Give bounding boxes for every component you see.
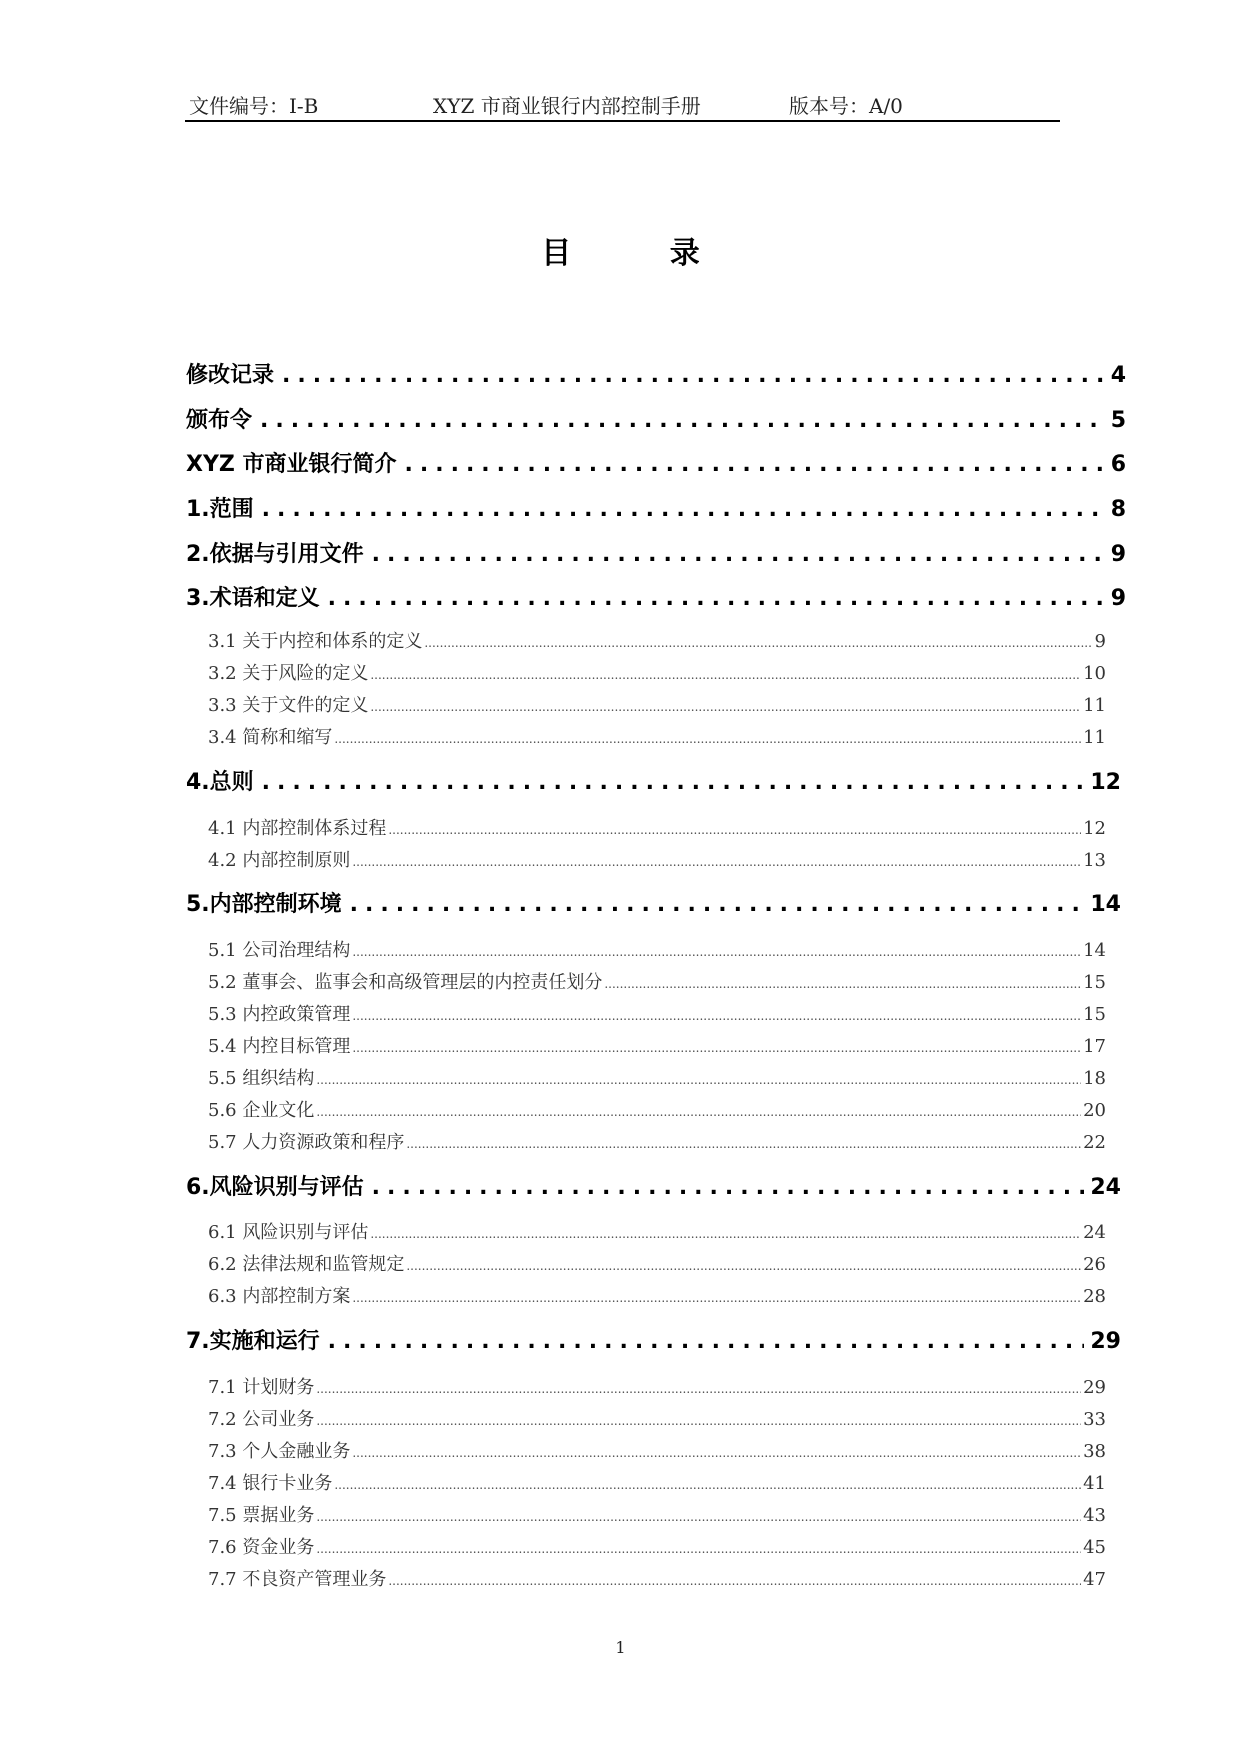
toc-entry-label: 7.1 计划财务 <box>208 1377 315 1398</box>
toc-leader <box>352 1291 1081 1305</box>
toc-leader <box>604 977 1081 991</box>
toc-leader <box>262 497 1105 522</box>
toc-leader <box>370 1227 1081 1241</box>
toc-entry-page: 29 <box>1090 1329 1121 1354</box>
toc-leader <box>334 1478 1081 1492</box>
toc-entry-label: 修改记录 <box>186 363 275 388</box>
toc-entry-page: 8 <box>1110 497 1126 522</box>
toc-leader <box>316 1414 1081 1428</box>
toc-entry-label: 3.术语和定义 <box>186 586 320 611</box>
toc-entry-label: 4.2 内部控制原则 <box>208 850 351 871</box>
toc-entry-page: 9 <box>1094 631 1106 652</box>
toc-entry-label: 7.3 个人金融业务 <box>208 1441 351 1462</box>
toc-entry-page: 43 <box>1083 1505 1106 1526</box>
toc-entry-risk-assessment[interactable] <box>186 1170 1121 1200</box>
toc-entry-label: 3.3 关于文件的定义 <box>208 695 369 716</box>
toc-entry-label: 7.6 资金业务 <box>208 1537 315 1558</box>
toc-subentry[interactable] <box>208 1000 1106 1024</box>
toc-subentry[interactable] <box>208 659 1106 683</box>
toc-leader <box>370 700 1081 714</box>
toc-entry-label: 4.总则 <box>186 770 254 795</box>
toc-leader <box>352 1009 1081 1023</box>
toc-subentry[interactable] <box>208 723 1106 747</box>
toc-entry-revision-record[interactable] <box>186 358 1126 388</box>
toc-subentry[interactable] <box>208 846 1106 870</box>
toc-leader <box>388 1574 1081 1588</box>
toc-leader <box>372 1175 1085 1200</box>
toc-entry-page: 15 <box>1083 972 1106 993</box>
toc-entry-page: 9 <box>1110 542 1126 567</box>
toc-entry-page: 14 <box>1090 892 1121 917</box>
toc-leader <box>352 1041 1081 1055</box>
toc-subentry[interactable] <box>208 1250 1106 1274</box>
toc-subentry[interactable] <box>208 814 1106 838</box>
doc-version: 版本号：A/0 <box>789 94 903 118</box>
page-header <box>185 88 1060 122</box>
toc-entry-label: 4.1 内部控制体系过程 <box>208 818 387 839</box>
toc-leader <box>316 1382 1081 1396</box>
toc-leader <box>352 945 1081 959</box>
toc-subentry[interactable] <box>208 1128 1106 1152</box>
toc-entry-label: 2.依据与引用文件 <box>186 542 364 567</box>
toc-leader <box>406 1259 1081 1273</box>
toc-subentry[interactable] <box>208 1565 1106 1589</box>
toc-entry-label: 5.2 董事会、监事会和高级管理层的内控责任划分 <box>208 972 603 993</box>
toc-entry-page: 15 <box>1083 1004 1106 1025</box>
toc-subentry[interactable] <box>208 1218 1106 1242</box>
toc-entry-page: 47 <box>1083 1569 1106 1590</box>
toc-entry-page: 5 <box>1110 408 1126 433</box>
toc-leader <box>316 1510 1081 1524</box>
toc-entry-page: 41 <box>1083 1473 1106 1494</box>
toc-leader <box>316 1542 1081 1556</box>
toc-entry-promulgation[interactable] <box>186 403 1126 433</box>
toc-entry-page: 28 <box>1083 1286 1106 1307</box>
toc-entry-page: 10 <box>1083 663 1106 684</box>
toc-entry-label: 3.2 关于风险的定义 <box>208 663 369 684</box>
toc-entry-scope[interactable] <box>186 492 1126 522</box>
toc-entry-page: 24 <box>1083 1222 1106 1243</box>
toc-entry-control-environment[interactable] <box>186 887 1121 917</box>
toc-entry-page: 22 <box>1083 1132 1106 1153</box>
doc-title: XYZ 市商业银行内部控制手册 <box>433 94 701 118</box>
toc-subentry[interactable] <box>208 1032 1106 1056</box>
toc-entry-page: 26 <box>1083 1254 1106 1275</box>
toc-leader <box>372 542 1105 567</box>
toc-entry-label: XYZ 市商业银行简介 <box>186 452 397 477</box>
toc-subentry[interactable] <box>208 1437 1106 1461</box>
toc-entry-label: 5.内部控制环境 <box>186 892 342 917</box>
toc-entry-general[interactable] <box>186 765 1121 795</box>
toc-entry-page: 20 <box>1083 1100 1106 1121</box>
toc-entry-label: 6.3 内部控制方案 <box>208 1286 351 1307</box>
toc-subentry[interactable] <box>208 1533 1106 1557</box>
toc-entry-page: 17 <box>1083 1036 1106 1057</box>
toc-subentry[interactable] <box>208 691 1106 715</box>
toc-entry-label: 7.4 银行卡业务 <box>208 1473 333 1494</box>
toc-entry-references[interactable] <box>186 537 1126 567</box>
toc-entry-label: 5.5 组织结构 <box>208 1068 315 1089</box>
toc-entry-label: 6.风险识别与评估 <box>186 1175 364 1200</box>
toc-leader <box>262 770 1085 795</box>
toc-subentry[interactable] <box>208 1469 1106 1493</box>
toc-subentry[interactable] <box>208 1096 1106 1120</box>
toc-entry-label: 6.1 风险识别与评估 <box>208 1222 369 1243</box>
toc-leader <box>388 823 1081 837</box>
toc-entry-label: 7.实施和运行 <box>186 1329 320 1354</box>
toc-subentry[interactable] <box>208 1282 1106 1306</box>
toc-entry-label: 1.范围 <box>186 497 254 522</box>
toc-subentry[interactable] <box>208 1501 1106 1525</box>
toc-entry-page: 33 <box>1083 1409 1106 1430</box>
toc-leader <box>316 1073 1081 1087</box>
toc-title: 目 录 <box>541 236 744 271</box>
toc-leader <box>350 892 1085 917</box>
page-number: 1 <box>615 1638 626 1657</box>
toc-entry-label: 7.2 公司业务 <box>208 1409 315 1430</box>
toc-entry-label: 7.7 不良资产管理业务 <box>208 1569 387 1590</box>
toc-subentry[interactable] <box>208 968 1106 992</box>
toc-entry-page: 11 <box>1083 695 1106 716</box>
toc-entry-page: 29 <box>1083 1377 1106 1398</box>
toc-subentry[interactable] <box>208 1373 1106 1397</box>
toc-entry-terms[interactable] <box>186 581 1126 611</box>
toc-entry-label: 3.1 关于内控和体系的定义 <box>208 631 423 652</box>
toc-entry-label: 5.7 人力资源政策和程序 <box>208 1132 405 1153</box>
toc-entry-implementation[interactable] <box>186 1324 1121 1354</box>
toc-leader <box>334 732 1081 746</box>
toc-entry-page: 45 <box>1083 1537 1106 1558</box>
doc-number: 文件编号：I-B <box>189 94 319 118</box>
toc-entry-label: 5.6 企业文化 <box>208 1100 315 1121</box>
toc-leader <box>260 408 1105 433</box>
toc-entry-label: 5.3 内控政策管理 <box>208 1004 351 1025</box>
toc-subentry[interactable] <box>208 1405 1106 1429</box>
toc-leader <box>424 636 1092 650</box>
toc-leader <box>328 586 1105 611</box>
toc-entry-page: 18 <box>1083 1068 1106 1089</box>
toc-entry-label: 6.2 法律法规和监管规定 <box>208 1254 405 1275</box>
toc-entry-page: 38 <box>1083 1441 1106 1462</box>
toc-subentry[interactable] <box>208 936 1106 960</box>
toc-leader <box>328 1329 1085 1354</box>
toc-entry-label: 颁布令 <box>186 408 253 433</box>
toc-leader <box>316 1105 1081 1119</box>
toc-leader <box>370 668 1081 682</box>
toc-entry-label: 3.4 简称和缩写 <box>208 727 333 748</box>
toc-entry-label: 7.5 票据业务 <box>208 1505 315 1526</box>
toc-entry-label: 5.4 内控目标管理 <box>208 1036 351 1057</box>
toc-entry-page: 9 <box>1110 586 1126 611</box>
toc-subentry[interactable] <box>208 627 1106 651</box>
toc-entry-page: 24 <box>1090 1175 1121 1200</box>
toc-entry-label: 5.1 公司治理结构 <box>208 940 351 961</box>
toc-subentry[interactable] <box>208 1064 1106 1088</box>
toc-entry-page: 12 <box>1083 818 1106 839</box>
toc-leader <box>405 452 1105 477</box>
toc-entry-page: 6 <box>1110 452 1126 477</box>
toc-leader <box>406 1137 1081 1151</box>
toc-leader <box>352 1446 1081 1460</box>
toc-entry-page: 13 <box>1083 850 1106 871</box>
toc-leader <box>352 855 1081 869</box>
toc-entry-page: 4 <box>1110 363 1126 388</box>
toc-entry-bank-intro[interactable] <box>186 447 1126 477</box>
toc-leader <box>282 363 1105 388</box>
toc-entry-page: 14 <box>1083 940 1106 961</box>
toc-entry-page: 11 <box>1083 727 1106 748</box>
toc-entry-page: 12 <box>1090 770 1121 795</box>
